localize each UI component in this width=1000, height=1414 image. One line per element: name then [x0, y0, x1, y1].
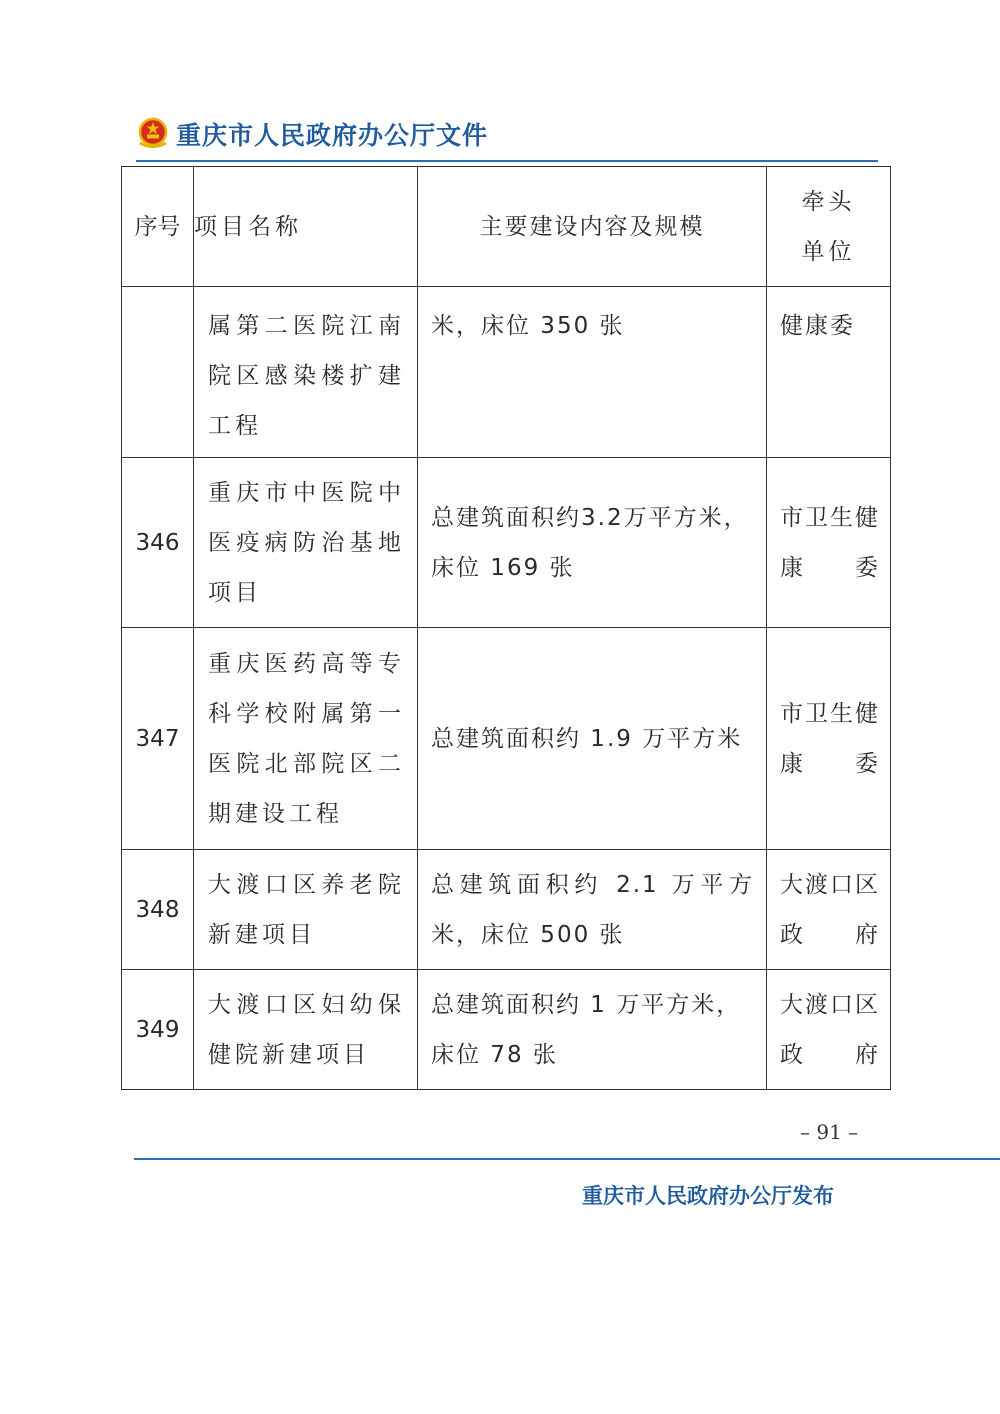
cell-no: 348: [122, 850, 194, 970]
cell-no: 347: [122, 628, 194, 850]
header-title: 重庆市人民政府办公厅文件: [176, 121, 489, 150]
cell-content: 总建筑面积约 1.9 万平方米: [418, 628, 767, 850]
cell-unit: 健康委: [767, 287, 891, 458]
footer-publisher: 重庆市人民政府办公厅发布: [582, 1183, 834, 1208]
cell-name: 大渡口区养老院新建项目: [194, 850, 418, 970]
cell-content: 总建筑面积约3.2万平方米，床位 169 张: [418, 458, 767, 628]
cell-name: 重庆市中医院中医疫病防治基地项目: [194, 458, 418, 628]
cell-content: 总建筑面积约 2.1 万平方米，床位 500 张: [418, 850, 767, 970]
document-header: [136, 112, 488, 156]
column-header-content: 主要建设内容及规模: [418, 167, 767, 287]
cell-no: [122, 287, 194, 458]
cell-name: 大渡口区妇幼保健院新建项目: [194, 970, 418, 1090]
projects-table: [121, 166, 891, 1090]
cell-content: 总建筑面积约 1 万平方米，床位 78 张: [418, 970, 767, 1090]
header-divider: [136, 160, 878, 162]
cell-unit: 市卫生健康委: [767, 458, 891, 628]
page-number: – 91 –: [800, 1120, 859, 1144]
column-header-no: 序号: [122, 167, 194, 287]
cell-name: 属第二医院江南院区感染楼扩建工程: [194, 287, 418, 458]
cell-no: 349: [122, 970, 194, 1090]
column-header-unit-text: 牵头单位: [801, 188, 856, 265]
table-row: [122, 458, 891, 628]
cell-unit: 市卫生健康委: [767, 628, 891, 850]
national-emblem-icon: [136, 117, 170, 151]
cell-unit: 大渡口区政府: [767, 850, 891, 970]
table-row: [122, 970, 891, 1090]
table-header-row: [122, 167, 891, 287]
cell-name: 重庆医药高等专科学校附属第一医院北部院区二期建设工程: [194, 628, 418, 850]
table-row: [122, 850, 891, 970]
table-row: [122, 287, 891, 458]
column-header-unit: [767, 167, 891, 287]
column-header-name: 项目名称: [194, 167, 418, 287]
cell-content: 米，床位 350 张: [418, 287, 767, 458]
footer-divider: [134, 1158, 1000, 1160]
cell-no: 346: [122, 458, 194, 628]
table-row: [122, 628, 891, 850]
cell-unit: 大渡口区政府: [767, 970, 891, 1090]
